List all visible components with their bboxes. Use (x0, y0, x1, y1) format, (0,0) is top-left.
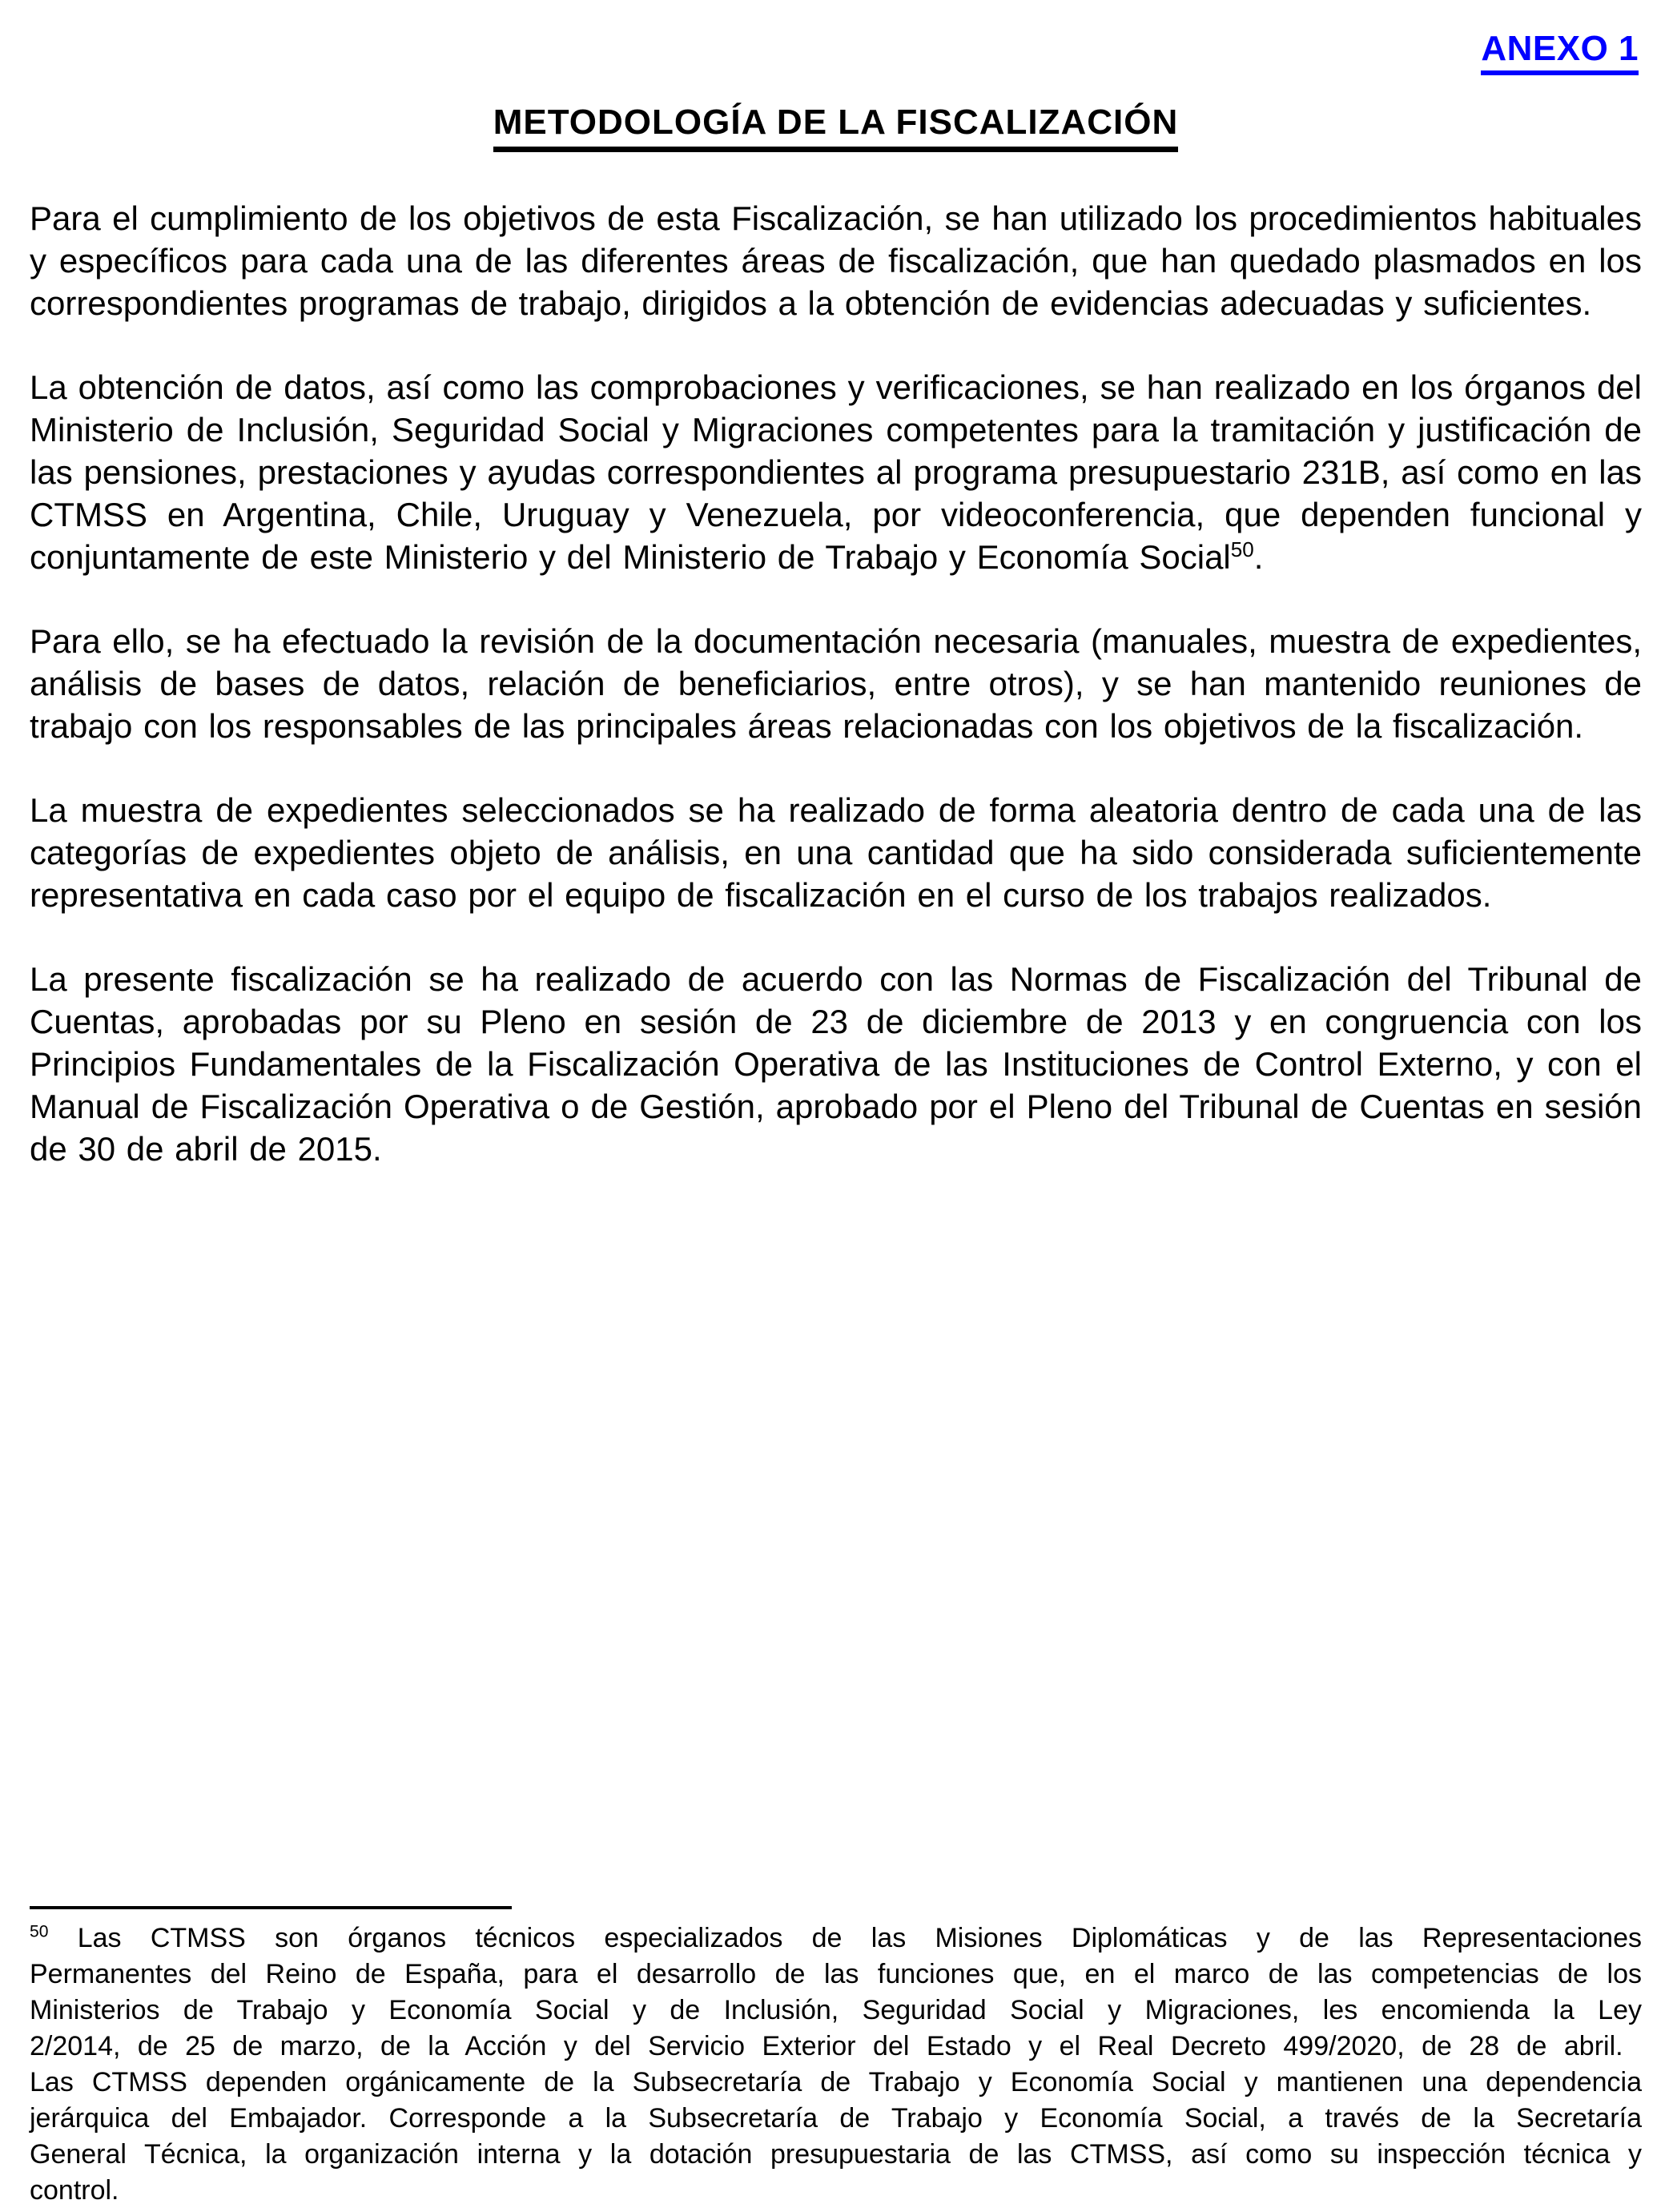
title-row (30, 103, 1642, 152)
footnote-reference-50[interactable]: 50 (1230, 537, 1254, 561)
footnote-paragraph-2 (30, 2065, 1642, 2209)
paragraph-5: La presente fiscalización se ha realizado de acuerdo con las Normas de Fiscalización del Tribunal de Cuentas, aprobadas por su Pleno en sesión de 23 de diciembre de 2013 y en congruencia con los Principios Fundamentales de la Fiscalización Operativa de las Instituciones de Control Externo, y con el Manual de Fiscalización Operativa o de Gestión, aprobado por el Pleno del Tribunal de Cuentas en sesión de 30 de abril de 2015. (30, 960, 1642, 1168)
paragraph-4: La muestra de expedientes seleccionados se ha realizado de forma aleatoria dentro de cada una de las categorías de expedientes objeto de análisis, en una cantidad que ha sido considerada suficientemente representativa en cada caso por el equipo de fiscalización en el curso de los trabajos realizados. (30, 791, 1642, 914)
footnote-text-1: Las CTMSS son órganos técnicos especializados de las Misiones Diplomáticas y de las Representaciones Permanentes del Reino de España, para el desarrollo de las funciones que, en el marco de las competencias de los Ministerios de Trabajo y Economía Social y de Inclusión, Seguridad Social y Migraciones, les encomienda la Ley 2/2014, de 25 de marzo, de la Acción y del Servicio Exterior del Estado y el Real Decreto 499/2020, de 28 de abril. (30, 1923, 1642, 2061)
annex-link[interactable]: ANEXO 1 (1481, 29, 1639, 75)
footnote-section (30, 1906, 1642, 2209)
paragraph-2 (30, 366, 1642, 578)
footnote-marker-50: 50 (30, 1922, 49, 1941)
footnote-paragraph-1 (30, 1920, 1642, 2065)
paragraph-2-period: . (1253, 538, 1264, 576)
footnote-text-2: Las CTMSS dependen orgánicamente de la Subsecretaría de Trabajo y Economía Social y mantienen una dependencia jerárquica del Embajador. Corresponde a la Subsecretaría de Trabajo y Economía Social, a través de la Secretaría General Técnica, la organización interna y la dotación presupuestaria de las CTMSS, así como su inspección técnica y control. (30, 2067, 1642, 2206)
footnote-separator (30, 1906, 512, 1909)
paragraph-2-text: La obtención de datos, así como las comprobaciones y verificaciones, se han realizado en los órganos del Ministerio de Inclusión, Seguridad Social y Migraciones competentes para la tramitación y justificación de las pensiones, prestaciones y ayudas correspondientes al programa presupuestario 231B, así como en las CTMSS en Argentina, Chile, Uruguay y Venezuela, por videoconferencia, que dependen funcional y conjuntamente de este Ministerio y del Ministerio de Trabajo y Economía Social (30, 368, 1642, 576)
paragraph-3: Para ello, se ha efectuado la revisión de la documentación necesaria (manuales, muestra de expedientes, análisis de bases de datos, relación de beneficiarios, entre otros), y se han mantenido reuniones de trabajo con los responsables de las principales áreas relacionadas con los objetivos de la fiscalización. (30, 622, 1642, 745)
page-title: METODOLOGÍA DE LA FISCALIZACIÓN (493, 103, 1179, 152)
document-body (30, 197, 1642, 1212)
paragraph-1: Para el cumplimiento de los objetivos de esta Fiscalización, se han utilizado los procedimientos habituales y específicos para cada una de las diferentes áreas de fiscalización, que han quedado plasmados en los correspondientes programas de trabajo, dirigidos a la obtención de evidencias adecuadas y suficientes. (30, 199, 1642, 322)
